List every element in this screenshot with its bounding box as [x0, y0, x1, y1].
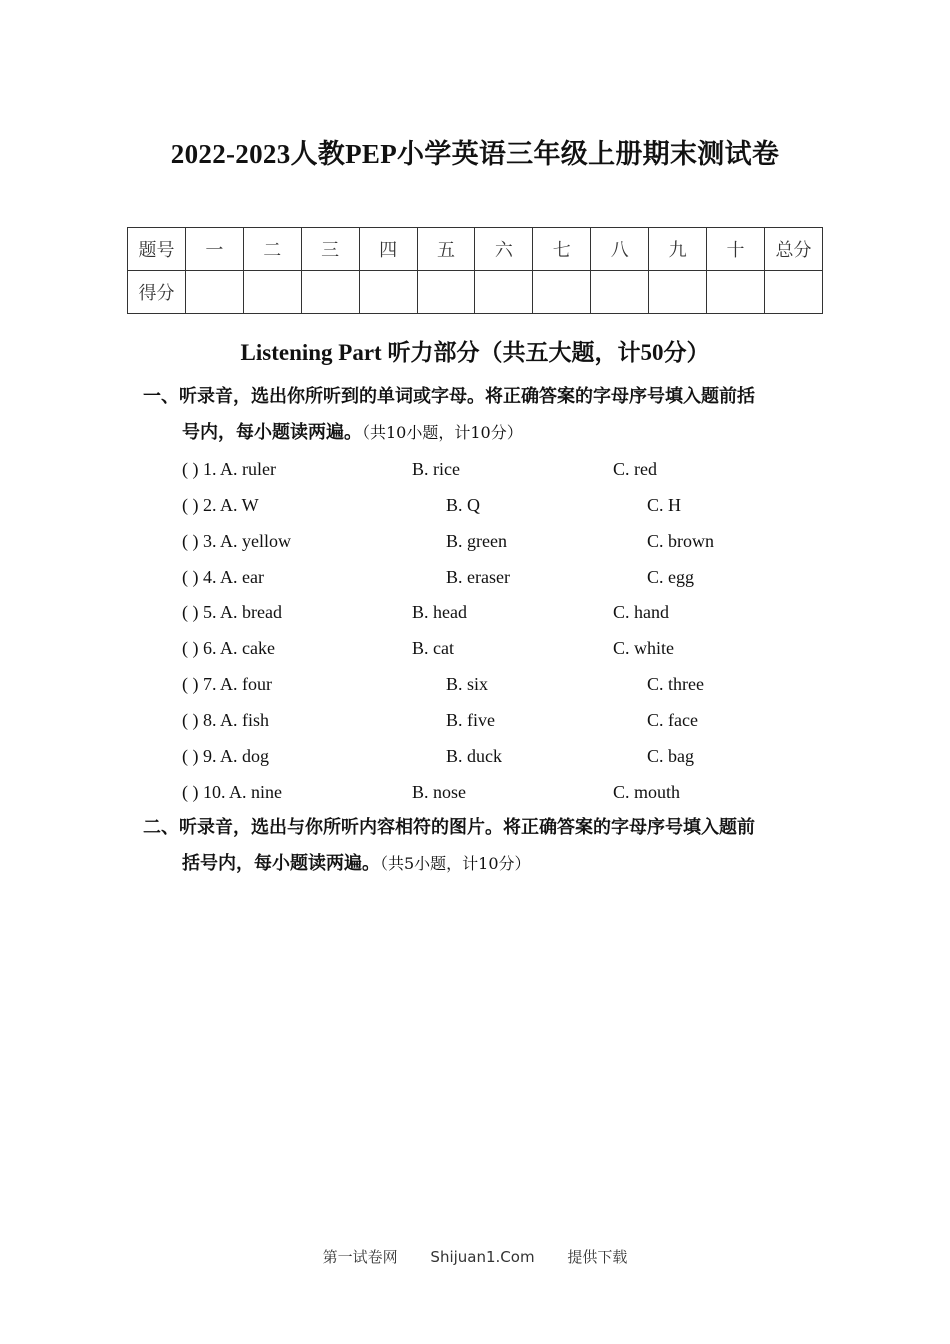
question-1-option-b: B. rice — [412, 459, 460, 479]
score-table-header-cell: 九 — [649, 228, 707, 271]
question-4-stem: ( ) 4. A. ear — [182, 567, 264, 587]
score-table-row-label: 得分 — [128, 271, 186, 314]
question-9-stem: ( ) 9. A. dog — [182, 746, 269, 766]
question-5-option-b: B. head — [412, 602, 467, 622]
part2-note: （共5小题，计10分） — [380, 854, 531, 873]
question-3-option-b: B. green — [446, 531, 507, 551]
question-5-option-c: C. hand — [613, 602, 669, 622]
question-7-stem: ( ) 7. A. four — [182, 674, 272, 694]
question-1-option-c: C. red — [613, 459, 657, 479]
part1-instructions — [143, 379, 823, 451]
footer-tail: 提供下载 — [567, 1248, 628, 1266]
question-9-option-c: C. bag — [647, 746, 694, 766]
question-2-option-c: C. H — [647, 495, 682, 515]
score-table-header-cell: 七 — [533, 228, 591, 271]
question-6-option-c: C. white — [613, 638, 674, 658]
part1-note: （共10小题，计10分） — [362, 423, 523, 442]
question-7-option-c: C. three — [647, 674, 704, 694]
part2-line2: 括号内，每小题读两遍。 — [182, 853, 380, 874]
score-table-header-cell: 八 — [591, 228, 649, 271]
score-table — [127, 227, 823, 314]
part2-instructions — [143, 810, 823, 882]
score-table-header-cell: 五 — [417, 228, 475, 271]
score-table-score-row — [128, 271, 823, 314]
score-table-header-cell: 十 — [707, 228, 765, 271]
score-cell — [475, 271, 533, 314]
question-8-option-c: C. face — [647, 710, 698, 730]
exam-title: 2022-2023人教PEP小学英语三年级上册期末测试卷 — [170, 139, 780, 169]
question-10-stem: ( ) 10. A. nine — [182, 782, 282, 802]
question-4-option-c: C. egg — [647, 567, 694, 587]
question-4-option-b: B. eraser — [446, 567, 510, 587]
question-5-stem: ( ) 5. A. bread — [182, 602, 282, 622]
score-table-header-cell: 题号 — [128, 228, 186, 271]
section-heading: Listening Part 听力部分（共五大题，计50分） — [240, 340, 710, 365]
part1-line2: 号内，每小题读两遍。 — [182, 422, 362, 443]
score-cell — [185, 271, 243, 314]
question-2-stem: ( ) 2. A. W — [182, 495, 259, 515]
score-cell — [764, 271, 822, 314]
page-footer — [0, 1246, 950, 1267]
score-cell — [533, 271, 591, 314]
question-8-stem: ( ) 8. A. fish — [182, 710, 269, 730]
score-table-header-cell: 六 — [475, 228, 533, 271]
footer-site-en: Shijuan1.Com — [430, 1248, 535, 1266]
question-10-option-c: C. mouth — [613, 782, 681, 802]
question-9-option-b: B. duck — [446, 746, 502, 766]
score-table-header-cell: 三 — [301, 228, 359, 271]
score-cell — [359, 271, 417, 314]
score-cell — [649, 271, 707, 314]
question-10-option-b: B. nose — [412, 782, 466, 802]
score-table-header-cell: 一 — [185, 228, 243, 271]
score-table-header-cell: 二 — [243, 228, 301, 271]
footer-site-cn: 第一试卷网 — [322, 1248, 398, 1266]
question-8-option-b: B. five — [446, 710, 495, 730]
score-cell — [301, 271, 359, 314]
part1-line2-wrap — [143, 415, 823, 451]
question-3-stem: ( ) 3. A. yellow — [182, 531, 291, 551]
question-1-stem: ( ) 1. A. ruler — [182, 459, 276, 479]
score-cell — [417, 271, 475, 314]
score-table-header-cell: 总分 — [764, 228, 822, 271]
part1-line1: 一、听录音，选出你所听到的单词或字母。将正确答案的字母序号填入题前括 — [143, 386, 755, 407]
question-2-option-b: B. Q — [446, 495, 481, 515]
part2-line1: 二、听录音，选出与你所听内容相符的图片。将正确答案的字母序号填入题前 — [143, 817, 755, 838]
score-table-header-cell: 四 — [359, 228, 417, 271]
question-3-option-c: C. brown — [647, 531, 714, 551]
question-6-stem: ( ) 6. A. cake — [182, 638, 275, 658]
question-7-option-b: B. six — [446, 674, 489, 694]
score-table-header-row — [128, 228, 823, 271]
part2-line2-wrap — [143, 846, 823, 882]
score-cell — [707, 271, 765, 314]
score-cell — [243, 271, 301, 314]
question-6-option-b: B. cat — [412, 638, 454, 658]
score-cell — [591, 271, 649, 314]
